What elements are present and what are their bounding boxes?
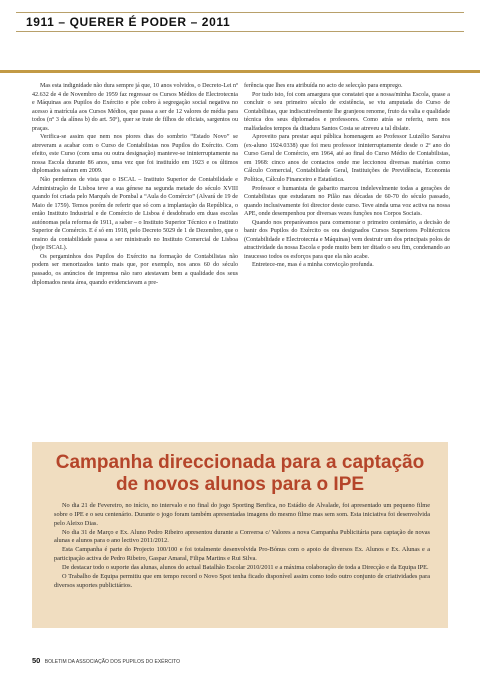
paragraph: Esta Campanha é parte do Projecto 100/100 e foi totalmente desenvolvida Pro-Bónus com o apoio de diversos Ex. Alunos e Ex. Alunas e a participação activa de Pedro Ribeiro, Gaspar Amaral, Filipa Martins e Rui Silva. [54, 546, 430, 563]
page-footer [32, 656, 180, 665]
campaign-body [54, 502, 430, 590]
page-number: 50 [32, 656, 41, 665]
paragraph: De destacar todo o suporte das alunas, alunos do actual Batalhão Escolar 2010/2011 e a máxima colaboração de toda a Direcção e da Equipa IPE. [62, 563, 429, 571]
paragraph: Mas esta indignidade não dura sempre já que, 10 anos volvidos, o Decreto-Lei nº 42.632 de 4 de Novembro de 1959 faz regressar os Cursos Médios de Electrotecnia e Máquinas aos Pupilos do Exército e põe cobro à segregação social negativa no acesso à matrícula aos Cursos Médios, que passa a ser de 12 valores de média para todos (nº 3 da alínea b) do art. 50º), quer se trate de filhos de oficiais, sargentos ou praças. [32, 83, 238, 132]
right-column [244, 82, 450, 270]
paragraph: No dia 21 de Fevereiro, no início, no intervalo e no final do jogo Sporting Benfica, no Estádio de Alvalade, foi apresentado um pequeno filme sobre o IPE e o seu centenário. Durante o jogo foram também apresentadas imagens do mesmo filme mas sem som. Esta iniciativa foi desenvolvida pelo Aleixo Dias. [54, 502, 430, 527]
campaign-title-line: Campanha direccionada para a captação [55, 452, 425, 473]
paragraph: No dia 31 de Março e Ex. Aluno Pedro Ribeiro apresentou durante a Conversa c/ Valores a nova Campanha Publicitária para captação de novas alunas e alunos para o ano lectivo 2011/2012. [54, 528, 430, 545]
decorative-bar [0, 70, 480, 73]
paragraph: O Trabalho de Equipa permitiu que em tempo record o Novo Spot tenha ficado disponível assim como todo outro conjunto de criatividades para diversos suportes publicitários. [54, 572, 430, 589]
paragraph: Professor e humanista de gabarito marcou indelevelmente todas a gerações de Contabilistas que estudaram no Pilão nas décadas de 60-70 do século passado, quando inclusivamente foi director deste curso. Teve ainda uma voz activa na nossa APE, onde desempenhou por diversas vezes funções nos Corpos Sociais. [244, 185, 450, 218]
campaign-title [32, 452, 448, 496]
paragraph: ferência que lhes era atribuída no acto de selecção para emprego. [244, 83, 403, 89]
paragraph: Entretece-me, mas é a minha convicção profunda. [252, 262, 374, 269]
paragraph: Não perdemos de vista que o ISCAL – Instituto Superior de Contabilidade e Administração de Lisboa teve a sua génese na segunda metade do século XVIII quando foi criada pelo Marquês de Pombal a “Aula do Comércio” (Alvará de 19 de Maio de 1759). Temos porém de referir que só com a implantação da República, o então Instituto Industrial e de Comércio de Lisboa é desdobrado em duas escolas autónomas pela reforma de 1911, a saber – o Instituto Superior Técnico e o Instituto Superior de Comércio. E é só em 1918, pelo Decreto 5029 de 1 de Dezembro, que o ensino da contabilidade passa a ser ministrado no Instituto Comercial de Lisboa (hoje ISCAL). [32, 177, 238, 252]
campaign-title-line: de novos alunos para o IPE [115, 474, 365, 495]
publication-name: BOLETIM DA ASSOCIAÇÃO DOS PUPILOS DO EXÉRCITO [44, 659, 180, 665]
paragraph: Verifica-se assim que nem nos piores dias do sombrio “Estado Novo” se atreveram a acabar com o Curso de Contabilistas nos Pupilos do Exército. Com efeito, este Curso (com uma ou outra designação) manteve-se ininterruptamente na nossa Escola durante 86 anos, uma vez que foi instituído em 1923 e os últimos diplomados saíram em 2009. [32, 134, 238, 175]
paragraph: Por tudo isto, foi com amargura que constatei que a nossa/minha Escola, quase a concluir o seu primeiro século de existência, se viu amputada do Curso de Contabilistas, que indiscutivelmente lhe granjeou renome, fruto da valia e qualidade técnica dos seus diplomados e professores. Como atrás se referiu, nem nos malfadados tempos da ditadura Santos Costa se atreveu a tal dislate. [244, 91, 450, 132]
paragraph: Os pergaminhos dos Pupilos do Exército na formação de Contabilistas não podem ser menorizados tanto mais que, por exemplo, nos anos 60 do século passado, os anúncios de imprensa não raro atestavam bem a qualidade dos seus diplomados nesta área, quando evidenciavam a pre- [32, 253, 238, 286]
paragraph: Quando nos preparávamos para comemorar o primeiro centenário, a decisão de banir dos Pupilos do Exército os ora designados Cursos Superiores Politécnicos (Contabilidade e Electrotecnia e Máquinas) vem destruir um dos principais polos de atractividade da nossa Escola e pode muito bem ter ditado o seu fim, condenando ao insucesso todos os esforços para que ela não acabe. [244, 219, 450, 260]
paragraph: Aproveito para prestar aqui pública homenagem ao Professor Luizélio Saraiva (ex-aluno 1924.0338) que foi meu professor ininterruptamente desde o 2º ano do Curso Geral de Comércio, em 1964, até ao final do Curso Médio de Contabilistas, em 1968: cinco anos de contactos onde me leccionou diversas matérias como Cálculo Comercial, Contabilidade Geral, Instituições de Previdência, Economia Política, Cálculo Financeiro e Estatística. [244, 134, 450, 184]
page-header [16, 12, 464, 32]
campaign-box [32, 442, 448, 628]
header-title: 1911 – QUERER É PODER – 2011 [26, 15, 231, 29]
left-column [32, 82, 238, 287]
